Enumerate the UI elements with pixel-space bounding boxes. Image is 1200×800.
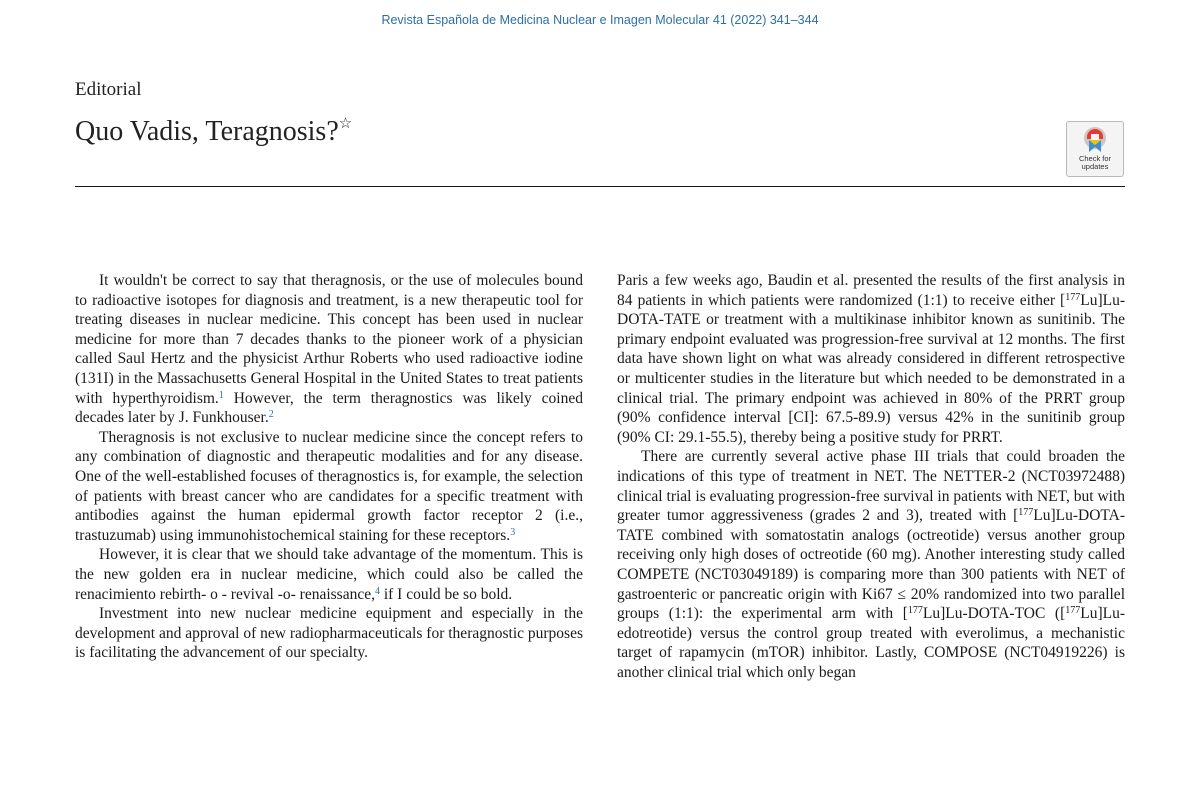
crossmark-icon [1083, 126, 1107, 154]
journal-citation[interactable]: Revista Española de Medicina Nuclear e Imagen Molecular 41 (2022) 341–344 [381, 13, 819, 27]
paragraph-text: Lu]Lu-DOTA-TATE or treatment with a multikinase inhibitor known as sunitinib. The primary endpoint evaluated was progression-free survival at 12 months. The first data have shown light on what was already considered in different retrospective or multicenter studies in the literature but which needed to be demonstrated in a clinical trial. The primary endpoint was achieved in 80% of the PRRT group (90% confidence interval [CI]: 67.5-89.9) versus 42% in the sunitinib group (90% CI: 29.1-55.5), thereby being a positive study for PRRT. [617, 291, 1125, 446]
paragraph [617, 447, 1125, 682]
paragraph-text: However, the term theragnostics was likely coined decades later by J. Funkhouser. [75, 389, 583, 427]
isotope-mass: 177 [907, 605, 923, 617]
isotope-mass: 177 [1065, 605, 1081, 617]
paragraph-text: There are currently several active phase III trials that could broaden the indications of this type of treatment in NET. The NETTER-2 (NCT03972488) clinical trial is evaluating progression-free survival in patients with NET, but with greater tumor aggressiveness (grades 2 and 3), treated with [ [617, 448, 1125, 525]
check-for-updates-line2: updates [1081, 162, 1109, 171]
paragraph [75, 271, 583, 428]
header-divider [75, 186, 1125, 187]
paragraph-text: if I could be so bold. [379, 585, 513, 603]
isotope-mass: 177 [1018, 507, 1034, 519]
check-for-updates-label [1075, 155, 1115, 171]
paragraph-text: Lu]Lu-edotreotide) versus the control group treated with everolimus, a mechanistic target of rapamycin (mTOR) inhibitor. Lastly, COMPOSE (NCT04919226) is another clinical trial which only began [617, 605, 1125, 681]
paragraph-text: Theragnosis is not exclusive to nuclear medicine since the concept refers to any combination of diagnostic and therapeutic modalities and for any disease. One of the well-established focuses of theragnostics is, for example, the selection of patients with breast cancer who are candidates for a specific treatment with antibodies against the human epidermal growth factor receptor 2 (i.e., trastuzumab) using immunohistochemical staining for these receptors. [75, 428, 583, 544]
paragraph-text: However, it is clear that we should take advantage of the momentum. This is the new golden era in nuclear medicine, which could also be called the renacimiento rebirth- o - revival -o- renaissance, [75, 546, 583, 603]
paragraph-text: Paris a few weeks ago, Baudin et al. presented the results of the first analysis in 84 patients in which patients were randomized (1:1) to receive either [ [617, 272, 1125, 309]
check-for-updates-badge[interactable] [1066, 121, 1124, 177]
paragraph-text: Lu]Lu-DOTA-TOC ([ [922, 605, 1066, 623]
title-footnote-star[interactable]: ☆ [338, 116, 353, 132]
paragraph [75, 545, 583, 604]
body-column-right [617, 271, 1125, 682]
article-title [75, 114, 352, 148]
paragraph-text: It wouldn't be correct to say that theragnosis, or the use of molecules bound to radioactive isotopes for diagnosis and treatment, is a new therapeutic tool for treating diseases in nuclear medicine. This concept has been used in nuclear medicine for more than 7 decades thanks to the pioneer work of a physician called Saul Hertz and the physicist Arthur Roberts who used radioactive iodine (131I) in the Massachusetts General Hospital in the United States to treat patients with hyperthyroidism. [75, 272, 583, 407]
paragraph: Investment into new nuclear medicine equipment and especially in the development and approval of new radiopharmaceuticals for theragnostic purposes is facilitating the advancement of our specialty. [75, 605, 583, 662]
article-title-text: Quo Vadis, Teragnosis? [75, 116, 339, 147]
check-for-updates-line1: Check for [1078, 154, 1112, 163]
paragraph-text: Lu]Lu-DOTA-TATE combined with somatostatin analogs (octreotide) versus another group receiving only high doses of octreotide (60 mg). Another interesting study called COMPETE (NCT03049189) is comparing more than 300 patients with NET of gastroenteric or pancreatic origin with Ki67 ≤ 20% randomized into two parallel groups (1:1): the experimental arm with [ [617, 507, 1125, 623]
reference-link[interactable]: 4 [374, 585, 380, 597]
article-type-label: Editorial [75, 79, 142, 100]
reference-link[interactable]: 2 [268, 409, 274, 421]
reference-link[interactable]: 1 [218, 389, 224, 401]
paragraph [617, 271, 1125, 447]
isotope-mass: 177 [1065, 291, 1081, 303]
paragraph [75, 428, 583, 546]
reference-link[interactable]: 3 [510, 526, 516, 538]
body-column-left [75, 271, 583, 663]
